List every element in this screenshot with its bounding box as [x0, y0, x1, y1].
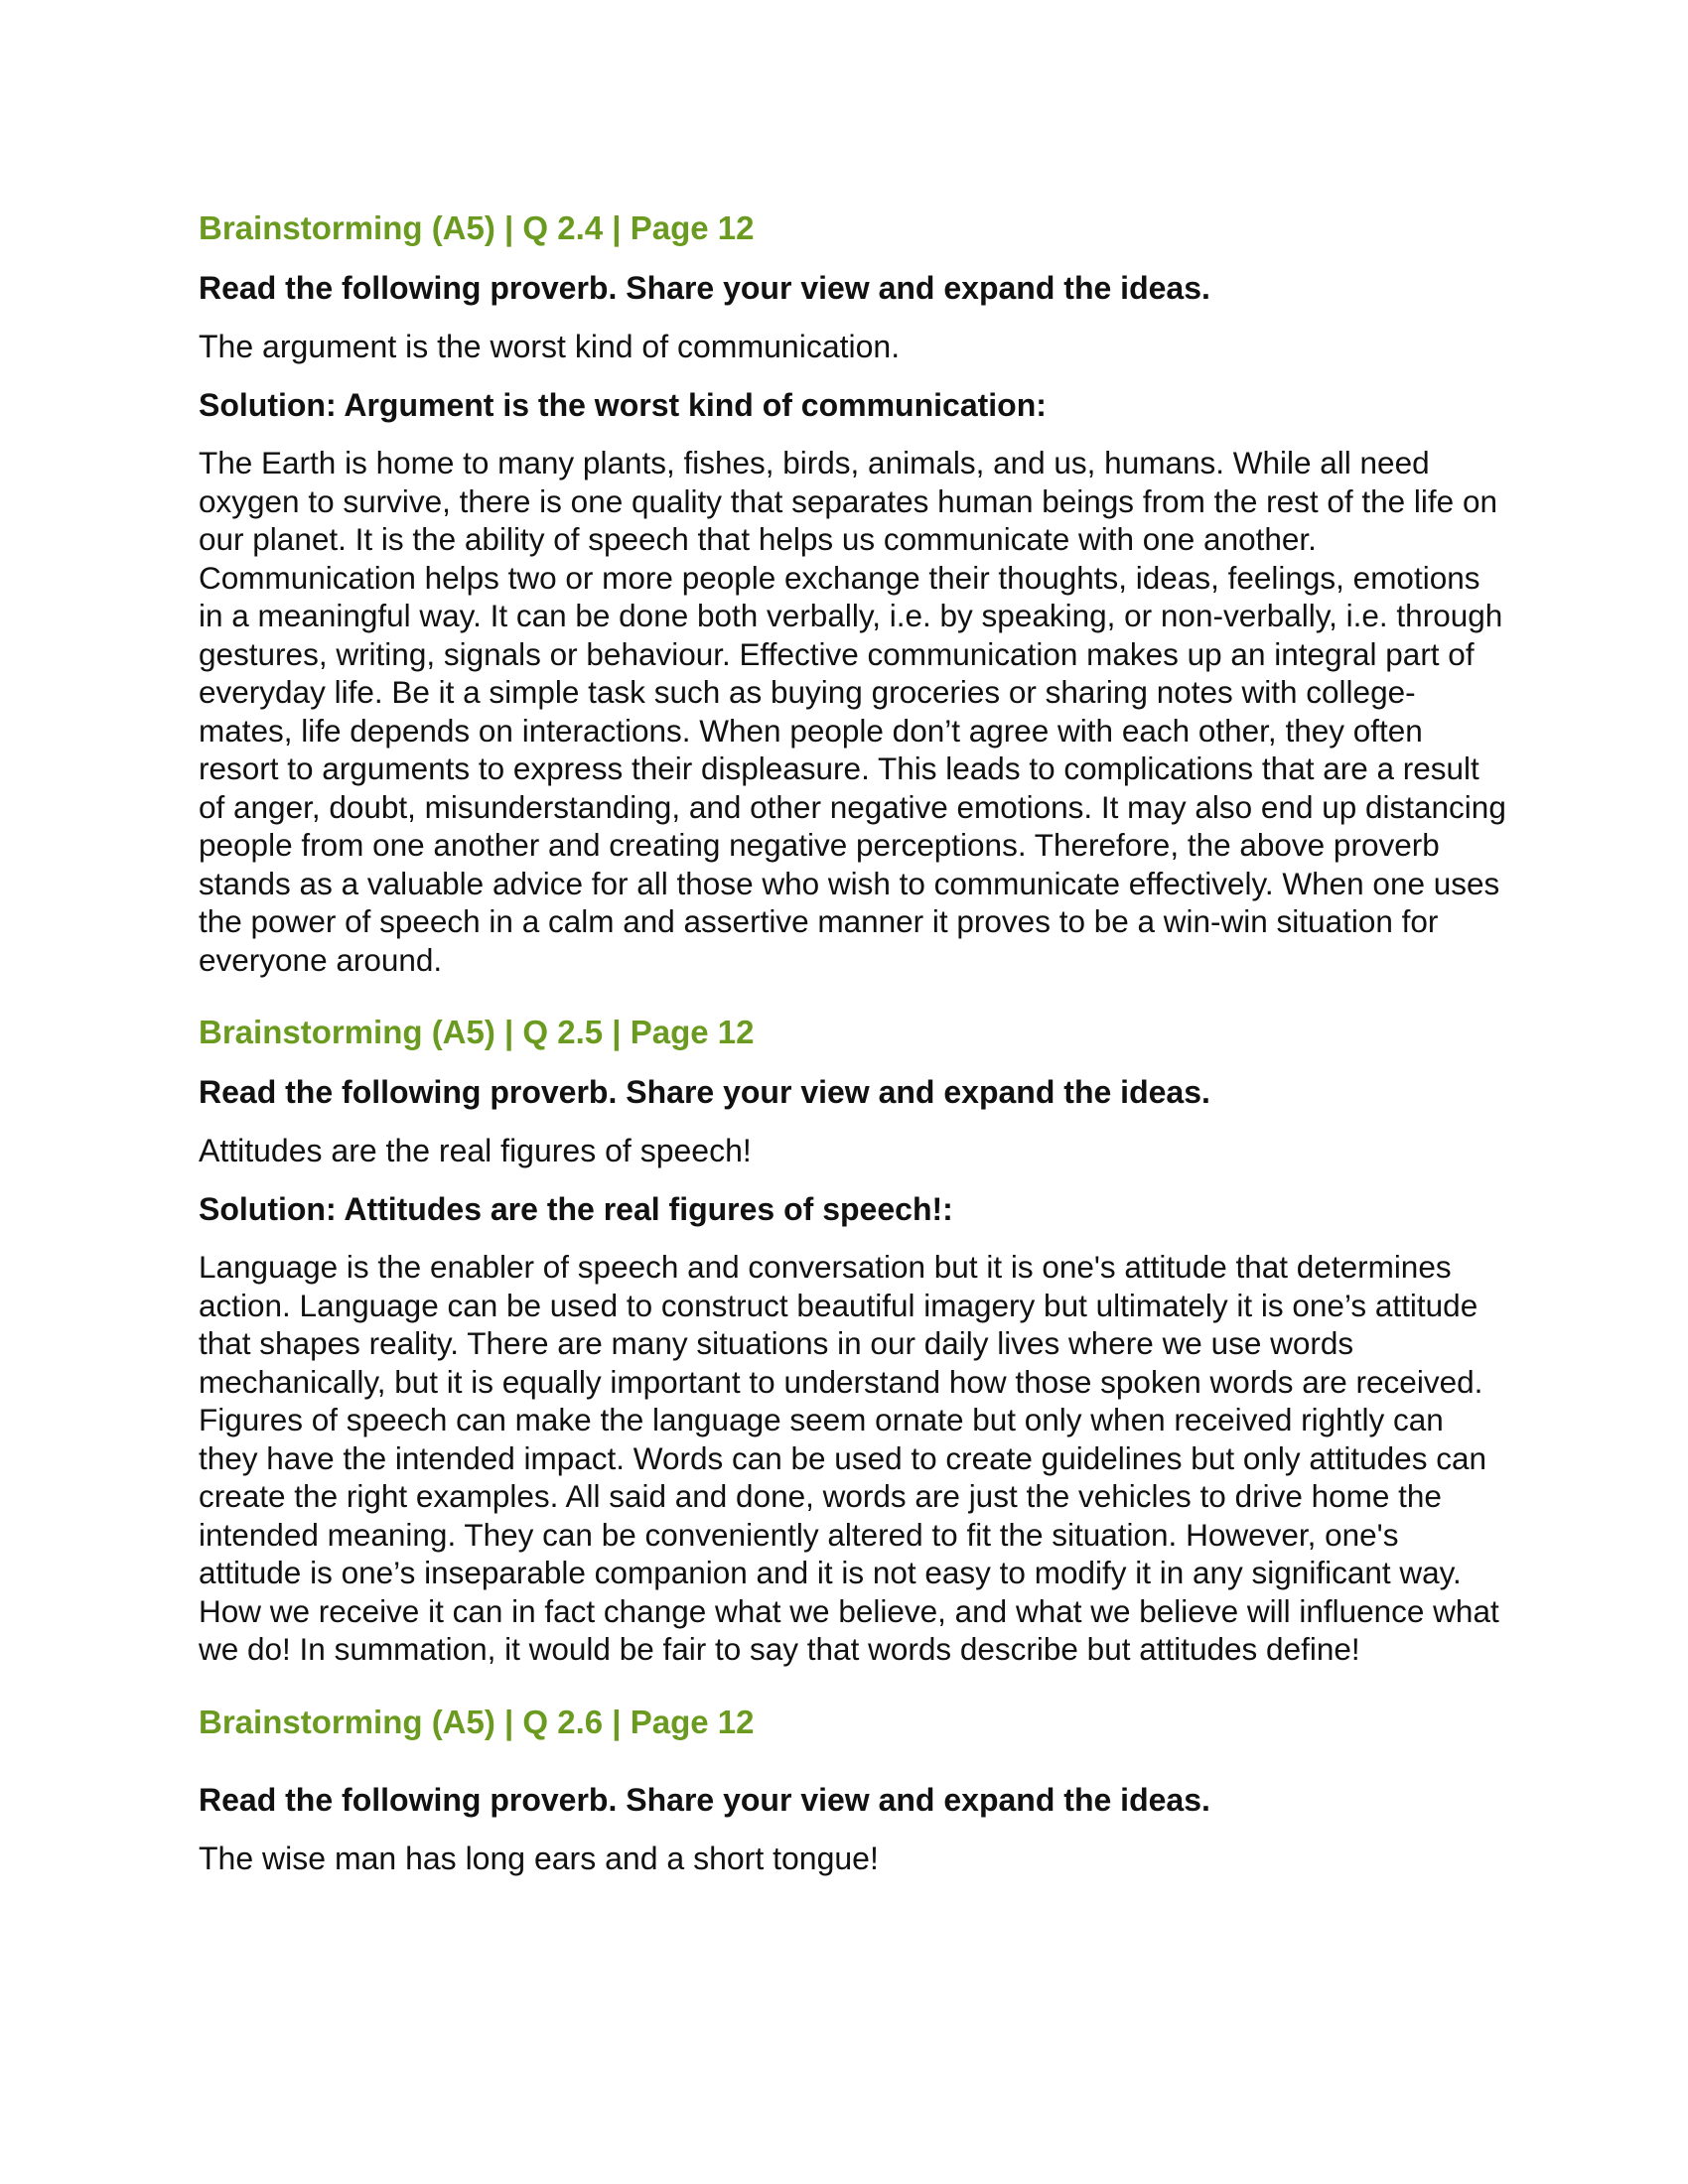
document-page: [199, 208, 1509, 1878]
answer-paragraph: Language is the enabler of speech and conversation but it is one's attitude that determines action. Language can be used to construct beautiful imagery but ultimately it is one’s attitude that shapes reality. There are many situations in our daily lives where we use words mechanically, but it is equally important to understand how those spoken words are received. Figures of speech can make the language seem ornate but only when received rightly can they have the intended impact. Words can be used to create guidelines but only attitudes can create the right examples. All said and done, words are just the vehicles to drive home the intended meaning. They can be conveniently altered to fit the situation. However, one's attitude is one’s inseparable companion and it is not easy to modify it in any significant way. How we receive it can in fact change what we believe, and what we believe will influence what we do! In summation, it would be fair to say that words describe but attitudes define!: [199, 1249, 1499, 1667]
solution-title: Solution: Argument is the worst kind of communication:: [199, 387, 1047, 423]
section-q-2-5: [199, 1013, 1509, 1669]
answer-paragraph: The Earth is home to many plants, fishes, birds, animals, and us, humans. While all need oxygen to survive, there is one quality that separates human beings from the rest of the life on our planet. It is the ability of speech that helps us communicate with one another. Communication helps two or more people exchange their thoughts, ideas, feelings, emotions in a meaningful way. It can be done both verbally, i.e. by speaking, or non-verbally, i.e. through gestures, writing, signals or behaviour. Effective communication makes up an integral part of everyday life. Be it a simple task such as buying groceries or sharing notes with college-mates, life depends on interactions. When people don’t agree with each other, they often resort to arguments to express their displeasure. This leads to complications that are a result of anger, doubt, misunderstanding, and other negative emotions. It may also end up distancing people from one another and creating negative perceptions. Therefore, the above proverb stands as a valuable advice for all those who wish to communicate effectively. When one uses the power of speech in a calm and assertive manner it proves to be a win-win situation for everyone around.: [199, 445, 1506, 978]
proverb-text: The wise man has long ears and a short tongue!: [199, 1840, 879, 1876]
proverb-text: Attitudes are the real figures of speech!: [199, 1133, 752, 1168]
section-heading: Brainstorming (A5) | Q 2.6 | Page 12: [199, 1703, 755, 1740]
question-text: Read the following proverb. Share your view and expand the ideas.: [199, 270, 1210, 306]
section-q-2-4: [199, 208, 1509, 979]
question-text: Read the following proverb. Share your view and expand the ideas.: [199, 1781, 1210, 1818]
section-heading: Brainstorming (A5) | Q 2.5 | Page 12: [199, 1014, 755, 1050]
proverb-text: The argument is the worst kind of communication.: [199, 329, 901, 364]
section-q-2-6: [199, 1703, 1509, 1878]
question-text: Read the following proverb. Share your view and expand the ideas.: [199, 1074, 1210, 1110]
solution-title: Solution: Attitudes are the real figures of speech!:: [199, 1191, 953, 1227]
section-heading: Brainstorming (A5) | Q 2.4 | Page 12: [199, 209, 755, 246]
